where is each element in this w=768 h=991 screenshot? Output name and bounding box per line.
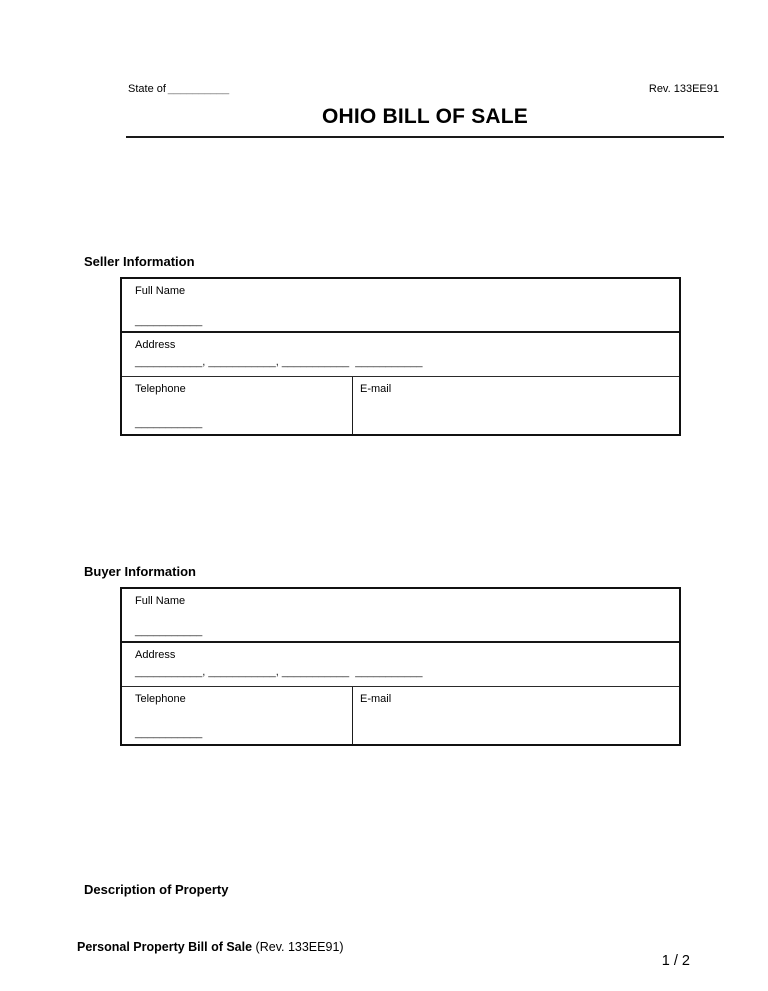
state-of-label: State of — [128, 83, 166, 95]
buyer-address-row — [122, 643, 679, 687]
buyer-email-label: E-mail — [360, 693, 392, 705]
seller-telephone-blank[interactable]: ___________ — [135, 417, 203, 429]
state-of-blank[interactable]: __________ — [167, 83, 230, 95]
buyer-email-cell[interactable] — [352, 687, 679, 744]
footer-doc-title: Personal Property Bill of Sale — [77, 940, 253, 954]
state-of-line — [128, 83, 229, 95]
seller-address-label: Address — [135, 339, 176, 351]
seller-telephone-cell — [122, 377, 352, 434]
buyer-section-heading: Buyer Information — [84, 564, 196, 579]
seller-email-cell[interactable] — [352, 377, 679, 434]
seller-contact-row — [122, 377, 679, 434]
buyer-contact-row — [122, 687, 679, 744]
page-indicator: 1 / 2 — [661, 953, 690, 969]
buyer-info-table — [120, 587, 681, 746]
document-title: OHIO BILL OF SALE — [321, 105, 529, 128]
revision-label: Rev. 133EE91 — [648, 83, 719, 95]
seller-telephone-label: Telephone — [135, 383, 186, 395]
buyer-telephone-label: Telephone — [135, 693, 186, 705]
description-section-heading: Description of Property — [84, 882, 229, 897]
seller-full-name-blank[interactable]: ___________ — [135, 315, 203, 327]
buyer-full-name-row — [122, 589, 679, 643]
buyer-address-blanks[interactable]: ___________, ___________, ___________ ___________ — [135, 666, 423, 678]
title-rule — [126, 136, 724, 138]
seller-full-name-row — [122, 279, 679, 333]
buyer-full-name-label: Full Name — [135, 595, 186, 607]
seller-full-name-label: Full Name — [135, 285, 186, 297]
buyer-address-label: Address — [135, 649, 176, 661]
buyer-full-name-blank[interactable]: ___________ — [135, 625, 203, 637]
seller-address-row — [122, 333, 679, 377]
seller-address-blanks[interactable]: ___________, ___________, ___________ ___________ — [135, 356, 423, 368]
buyer-telephone-blank[interactable]: ___________ — [135, 727, 203, 739]
footer-doc-line — [77, 940, 344, 954]
seller-email-label: E-mail — [360, 383, 392, 395]
seller-info-table — [120, 277, 681, 436]
buyer-telephone-cell — [122, 687, 352, 744]
footer-doc-revision: (Rev. 133EE91) — [255, 940, 344, 954]
seller-section-heading: Seller Information — [84, 254, 195, 269]
